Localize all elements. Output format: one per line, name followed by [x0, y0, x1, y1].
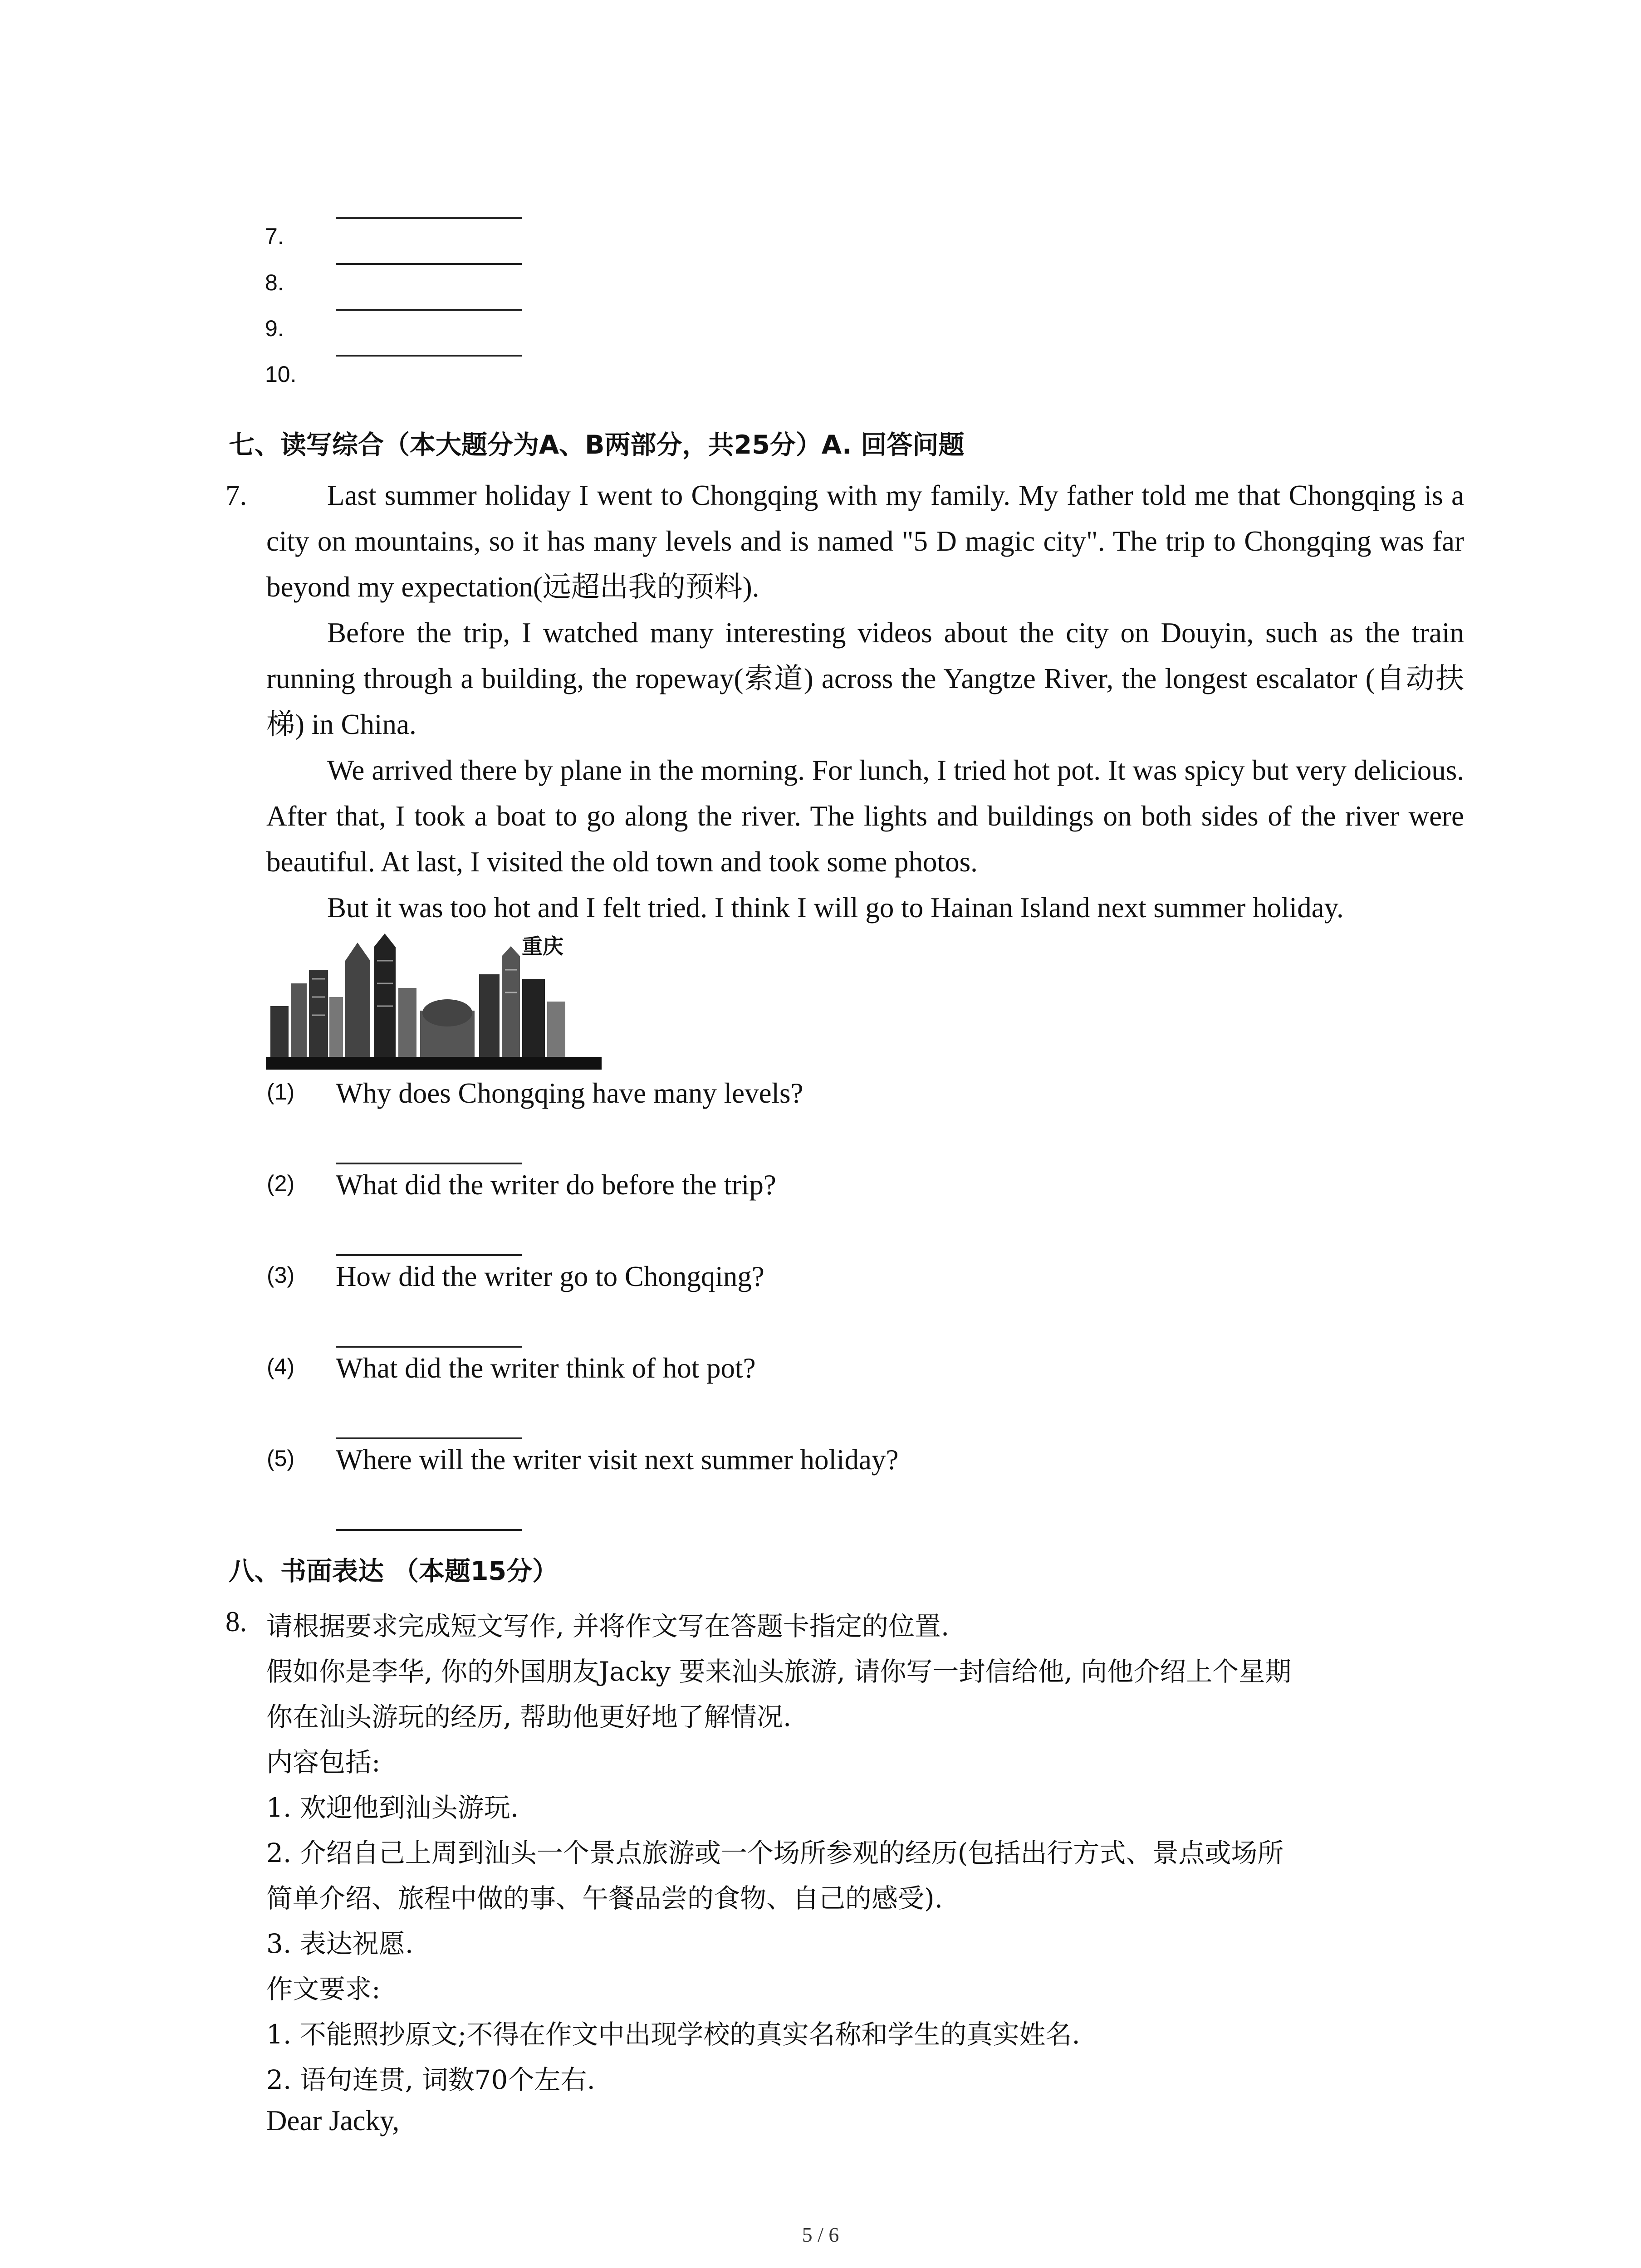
task-line: 假如你是李华, 你的外国朋友Jacky 要来汕头旅游, 请你写一封信给他, 向他介绍上个星期	[266, 1656, 1292, 1687]
image-caption: 重庆	[522, 934, 563, 958]
task-line: 1. 欢迎他到汕头游玩.	[266, 1792, 519, 1823]
subquestion-label: (1)	[267, 1079, 295, 1105]
subquestion-label: (5)	[267, 1446, 295, 1471]
blank-number: 7.	[265, 224, 284, 249]
blank-number: 8.	[265, 270, 284, 295]
answer-blank	[336, 217, 522, 219]
passage-paragraph: We arrived there by plane in the morning. For lunch, I tried hot pot. It was spicy but very delicious. After that, I took a boat to go along the river. The lights and buildings on both sides of the river were beautiful. At last, I visited the old town and took some photos.	[266, 754, 1464, 878]
task-line: 1. 不能照抄原文;不得在作文中出现学校的真实名称和学生的真实姓名.	[266, 2019, 1080, 2050]
page-number: 5 / 6	[802, 2223, 839, 2246]
question-number: 8.	[225, 1606, 247, 1637]
subquestion-label: (3)	[267, 1262, 295, 1288]
passage-paragraph: But it was too hot and I felt tried. I think I will go to Hainan Island next summer holiday.	[327, 892, 1344, 924]
question-number: 7.	[225, 479, 247, 511]
blank-number: 9.	[265, 316, 284, 341]
subquestion-text: How did the writer go to Chongqing?	[336, 1261, 764, 1292]
answer-blank	[336, 1529, 522, 1531]
answer-blank	[336, 309, 522, 311]
passage-paragraph: Before the trip, I watched many interesting videos about the city on Douyin, such as the train running through a building, the ropeway(索道) across the Yangtze River, the longest escalator (自动扶梯) in China.	[266, 617, 1464, 740]
task-line: 3. 表达祝愿.	[266, 1928, 414, 1959]
answer-blank	[336, 263, 522, 265]
subquestion-text: Why does Chongqing have many levels?	[336, 1077, 803, 1109]
subquestion-text: What did the writer think of hot pot?	[336, 1352, 756, 1384]
subquestion-text: What did the writer do before the trip?	[336, 1169, 776, 1201]
subquestion-label: (2)	[267, 1171, 295, 1196]
section-heading: 七、读写综合（本大题分为A、B两部分，共25分）A. 回答问题	[229, 430, 965, 460]
passage-paragraph: Last summer holiday I went to Chongqing with my family. My father told me that Chongqing is a city on mountains, so it has many levels and is named "5 D magic city". The trip to Chongqing was far beyond my expectation(远超出我的预料).	[266, 479, 1464, 603]
subquestion-text: Where will the writer visit next summer holiday?	[336, 1444, 899, 1476]
task-line: 2. 介绍自己上周到汕头一个景点旅游或一个场所参观的经历(包括出行方式、景点或场所	[266, 1838, 1284, 1868]
task-line: 请根据要求完成短文写作, 并将作文写在答题卡指定的位置.	[266, 1611, 950, 1642]
task-line: 简单介绍、旅程中做的事、午餐品尝的食物、自己的感受).	[266, 1883, 943, 1914]
task-line: 2. 语句连贯, 词数70个左右.	[266, 2064, 595, 2095]
blank-number: 10.	[265, 362, 297, 387]
task-line: 你在汕头游玩的经历, 帮助他更好地了解情况.	[266, 1701, 792, 1732]
subquestion-label: (4)	[267, 1354, 295, 1379]
section-heading: 八、书面表达 （本题15分）	[229, 1556, 558, 1586]
letter-salutation: Dear Jacky,	[266, 2105, 400, 2136]
task-line: 内容包括:	[266, 1747, 381, 1778]
answer-blank	[336, 355, 522, 357]
task-line: 作文要求:	[266, 1974, 381, 2004]
